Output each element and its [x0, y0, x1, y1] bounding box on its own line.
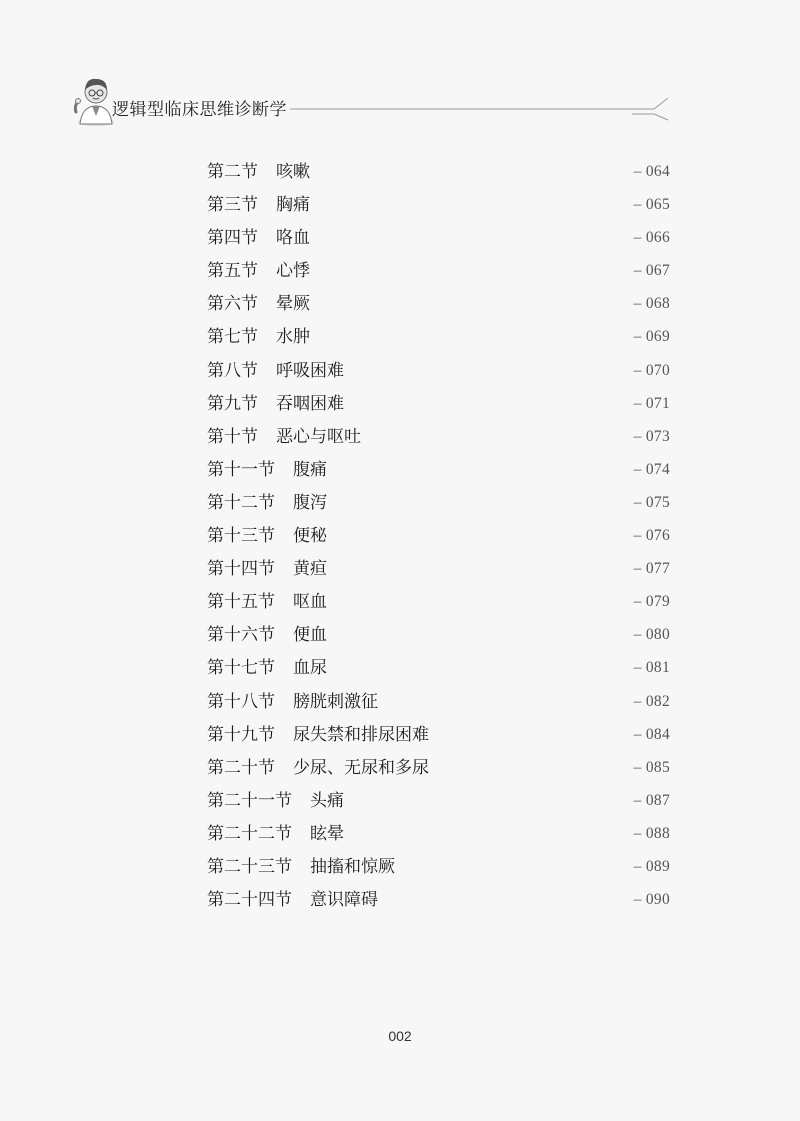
toc-page-reference: – 080 — [633, 626, 670, 644]
toc-page-reference: – 064 — [633, 163, 670, 180]
toc-entry[interactable] — [207, 620, 670, 653]
toc-section-number: 第二十一节 — [207, 790, 292, 811]
toc-section-title: 咳嗽 — [276, 162, 310, 182]
toc-page-reference: – 079 — [633, 593, 670, 611]
toc-section-number: 第九节 — [207, 393, 258, 414]
toc-section-number: 第四节 — [207, 228, 258, 249]
toc-section-number: 第五节 — [207, 261, 258, 282]
toc-entry[interactable] — [207, 720, 670, 753]
toc-section-title: 呼吸困难 — [276, 360, 344, 381]
toc-section-number: 第二十四节 — [207, 890, 292, 911]
toc-section-title: 膀胱刺激征 — [293, 691, 378, 712]
toc-entry[interactable] — [207, 753, 670, 786]
toc-entry[interactable] — [207, 389, 670, 422]
toc-section-number: 第十四节 — [207, 559, 275, 580]
toc-section-title: 头痛 — [310, 790, 344, 811]
toc-section-title: 呕血 — [293, 592, 327, 613]
toc-section-title: 黄疸 — [293, 559, 327, 580]
toc-section-title: 眩晕 — [310, 823, 344, 844]
toc-page-reference: – 071 — [633, 394, 670, 412]
toc-entry[interactable] — [207, 885, 670, 918]
toc-entry[interactable] — [207, 223, 670, 256]
toc-section-title: 腹痛 — [293, 459, 327, 480]
toc-page-reference: – 065 — [633, 196, 670, 214]
toc-page-reference: – 068 — [633, 295, 670, 313]
toc-entry[interactable] — [207, 422, 670, 455]
running-header — [72, 72, 672, 128]
toc-page-reference: – 087 — [633, 791, 670, 809]
toc-entry[interactable] — [207, 157, 670, 190]
toc-section-number: 第十五节 — [207, 592, 275, 613]
toc-section-number: 第十七节 — [207, 658, 275, 679]
toc-section-number: 第二节 — [207, 162, 258, 182]
toc-section-title: 胸痛 — [276, 195, 310, 216]
toc-section-number: 第十八节 — [207, 691, 275, 712]
toc-section-title: 恶心与呕吐 — [276, 426, 361, 447]
toc-section-title: 腹泻 — [293, 492, 327, 513]
toc-section-title: 抽搐和惊厥 — [310, 856, 395, 877]
toc-page-reference: – 070 — [633, 361, 670, 379]
toc-entry[interactable] — [207, 819, 670, 852]
toc-section-number: 第十二节 — [207, 492, 275, 513]
toc-entry[interactable] — [207, 852, 670, 885]
toc-section-number: 第七节 — [207, 327, 258, 348]
page-number: 002 — [388, 1028, 412, 1044]
toc-entry[interactable] — [207, 322, 670, 355]
toc-section-title: 尿失禁和排尿困难 — [293, 724, 429, 745]
toc-page-reference: – 081 — [633, 659, 670, 677]
toc-entry[interactable] — [207, 256, 670, 289]
toc-page-reference: – 075 — [633, 493, 670, 511]
toc-page-reference: – 074 — [633, 460, 670, 478]
toc-section-number: 第六节 — [207, 294, 258, 315]
toc-page-reference: – 067 — [633, 262, 670, 280]
toc-section-title: 便血 — [293, 625, 327, 646]
toc-page-reference: – 073 — [633, 427, 670, 445]
toc-page-reference: – 066 — [633, 229, 670, 247]
toc-section-number: 第二十二节 — [207, 823, 292, 844]
toc-entry[interactable] — [207, 455, 670, 488]
toc-section-number: 第八节 — [207, 360, 258, 381]
table-of-contents — [207, 157, 670, 918]
toc-section-number: 第十一节 — [207, 459, 275, 480]
toc-section-title: 意识障碍 — [310, 890, 378, 911]
toc-section-title: 水肿 — [276, 327, 310, 348]
toc-section-number: 第十节 — [207, 426, 258, 447]
toc-entry[interactable] — [207, 687, 670, 720]
toc-section-title: 吞咽困难 — [276, 393, 344, 414]
book-title: 逻辑型临床思维诊断学 — [112, 100, 287, 120]
toc-entry[interactable] — [207, 190, 670, 223]
toc-entry[interactable] — [207, 521, 670, 554]
toc-entry[interactable] — [207, 554, 670, 587]
toc-section-number: 第二十节 — [207, 757, 275, 778]
toc-section-number: 第二十三节 — [207, 856, 292, 877]
toc-page-reference: – 090 — [633, 891, 670, 909]
toc-section-title: 咯血 — [276, 228, 310, 249]
toc-section-title: 血尿 — [293, 658, 327, 679]
toc-section-title: 少尿、无尿和多尿 — [293, 757, 429, 778]
toc-section-title: 心悸 — [276, 261, 310, 282]
toc-entry[interactable] — [207, 653, 670, 686]
toc-section-number: 第十六节 — [207, 625, 275, 646]
toc-section-number: 第三节 — [207, 195, 258, 216]
toc-entry[interactable] — [207, 587, 670, 620]
toc-page-reference: – 076 — [633, 527, 670, 545]
toc-page-reference: – 082 — [633, 692, 670, 710]
toc-entry[interactable] — [207, 488, 670, 521]
toc-page-reference: – 089 — [633, 857, 670, 875]
toc-page-reference: – 088 — [633, 824, 670, 842]
toc-entry[interactable] — [207, 289, 670, 322]
toc-page-reference: – 085 — [633, 758, 670, 776]
toc-entry[interactable] — [207, 356, 670, 389]
toc-section-title: 便秘 — [293, 526, 327, 547]
toc-section-number: 第十九节 — [207, 724, 275, 745]
toc-entry[interactable] — [207, 786, 670, 819]
toc-page-reference: – 084 — [633, 725, 670, 743]
toc-section-title: 晕厥 — [276, 294, 310, 315]
toc-page-reference: – 069 — [633, 328, 670, 346]
toc-page-reference: – 077 — [633, 560, 670, 578]
toc-section-number: 第十三节 — [207, 526, 275, 547]
